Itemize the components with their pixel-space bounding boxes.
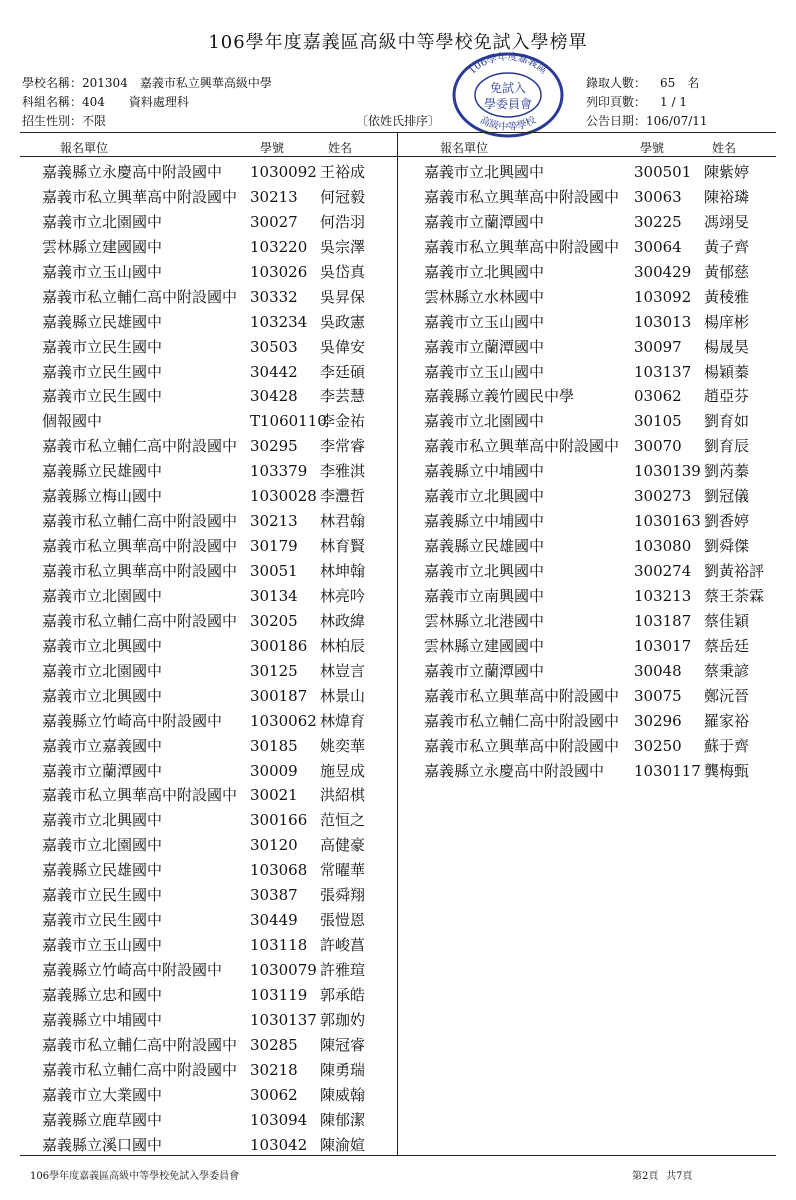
table-row xyxy=(0,983,398,1008)
school-unit: 嘉義市立南興國中 xyxy=(424,586,545,605)
footer-committee: 106學年度嘉義區高級中等學校免試入學委員會 xyxy=(30,1171,240,1182)
school-unit: 嘉義市私立輔仁高中附設國中 xyxy=(42,611,238,630)
table-row xyxy=(398,709,796,734)
student-id: 30027 xyxy=(250,212,298,231)
student-id: 103213 xyxy=(634,586,692,605)
school-unit: 嘉義市立北興國中 xyxy=(424,262,545,281)
school-unit: 嘉義市立北興國中 xyxy=(42,686,163,705)
school-unit: 嘉義市私立興華高中附設國中 xyxy=(424,736,620,755)
student-id: 30387 xyxy=(250,886,298,905)
student-id: 30051 xyxy=(250,562,298,580)
school-unit: 嘉義市立北興國中 xyxy=(42,811,163,830)
table-row xyxy=(0,160,398,185)
student-name: 林育賢 xyxy=(320,537,366,556)
right-col-id-header: 學號 xyxy=(640,141,665,155)
school-unit: 嘉義市私立輔仁高中附設國中 xyxy=(42,287,238,306)
school-unit: 嘉義市立玉山國中 xyxy=(424,312,545,331)
student-id: 1030117 xyxy=(634,761,701,780)
student-name: 王裕成 xyxy=(320,163,366,181)
table-row xyxy=(398,509,796,534)
student-name: 鄭沅晉 xyxy=(704,686,750,705)
school-unit: 雲林縣立北港國中 xyxy=(424,611,545,630)
student-name: 高健豪 xyxy=(320,836,366,855)
student-name: 陳渝媗 xyxy=(320,1135,366,1154)
student-name: 林政緯 xyxy=(320,611,366,630)
student-name: 洪紹棋 xyxy=(320,786,366,805)
school-unit: 嘉義市立玉山國中 xyxy=(424,362,545,381)
student-name: 劉芮蓁 xyxy=(704,462,750,481)
table-row xyxy=(0,534,398,559)
table-row xyxy=(0,1083,398,1108)
footer-total: 共7頁 xyxy=(666,1171,693,1182)
student-name: 郭承皓 xyxy=(320,985,366,1004)
table-row xyxy=(398,659,796,684)
school-unit: 雲林縣立建國國中 xyxy=(424,636,545,655)
school-unit: 嘉義市私立輔仁高中附設國中 xyxy=(42,512,238,531)
student-name: 黃稜雅 xyxy=(704,287,750,306)
school-unit: 嘉義縣立鹿草國中 xyxy=(42,1110,163,1129)
table-row xyxy=(0,360,398,385)
school-line xyxy=(22,74,272,91)
student-id: 300501 xyxy=(634,163,692,181)
student-name: 李灃哲 xyxy=(320,487,366,506)
student-name: 李常睿 xyxy=(320,437,366,456)
student-id: 30225 xyxy=(634,212,682,231)
student-id: 103137 xyxy=(634,362,692,381)
school-unit: 雲林縣立水林國中 xyxy=(424,287,545,306)
student-id: 30070 xyxy=(634,437,682,456)
student-name: 龔梅甄 xyxy=(704,761,750,780)
admit-line xyxy=(586,74,699,91)
student-id: 30428 xyxy=(250,387,298,406)
student-id: 1030062 xyxy=(250,711,317,730)
school-unit: 嘉義市私立興華高中附設國中 xyxy=(42,562,238,580)
table-row xyxy=(0,783,398,808)
school-unit: 嘉義市立玉山國中 xyxy=(42,936,163,955)
student-name: 劉育辰 xyxy=(704,437,750,456)
seal-lower-text: 學委員會 xyxy=(483,97,533,111)
school-unit: 嘉義縣立民雄國中 xyxy=(42,861,163,880)
table-row xyxy=(0,384,398,409)
table-row xyxy=(398,384,796,409)
table-row xyxy=(0,584,398,609)
table-row xyxy=(0,210,398,235)
table-row xyxy=(0,684,398,709)
student-name: 劉黃裕評 xyxy=(704,562,765,580)
school-label: 學校名稱： xyxy=(22,76,83,90)
student-id: 300429 xyxy=(634,262,692,281)
table-row xyxy=(0,235,398,260)
dept-value: 404 資料處理科 xyxy=(82,95,189,109)
table-row xyxy=(398,260,796,285)
table-row xyxy=(0,409,398,434)
student-id: 30021 xyxy=(250,786,298,805)
school-unit: 嘉義縣立中埔國中 xyxy=(424,462,545,481)
student-name: 施昱成 xyxy=(320,761,366,780)
student-id: 103017 xyxy=(634,636,692,655)
student-name: 吳偉安 xyxy=(320,337,366,356)
student-id: 103013 xyxy=(634,312,692,331)
student-id: 30097 xyxy=(634,337,682,356)
right-admission-list xyxy=(398,160,796,783)
school-unit: 嘉義市立民生國中 xyxy=(42,362,163,381)
table-row xyxy=(0,833,398,858)
table-row xyxy=(398,534,796,559)
student-id: 30205 xyxy=(250,611,298,630)
table-row xyxy=(0,185,398,210)
school-unit: 嘉義市立蘭潭國中 xyxy=(42,761,163,780)
table-row xyxy=(0,1033,398,1058)
student-id: 300186 xyxy=(250,636,308,655)
school-unit: 嘉義市私立興華高中附設國中 xyxy=(424,187,620,206)
table-row xyxy=(0,659,398,684)
gender-line xyxy=(22,112,106,129)
date-line xyxy=(586,112,708,129)
student-name: 吳岱真 xyxy=(320,262,366,281)
student-name: 楊庠彬 xyxy=(704,312,750,331)
table-row xyxy=(398,609,796,634)
student-name: 劉育如 xyxy=(704,412,750,431)
student-id: 103026 xyxy=(250,262,308,281)
gender-label: 招生性別： xyxy=(22,114,83,128)
school-unit: 嘉義市私立興華高中附設國中 xyxy=(42,786,238,805)
school-unit: 嘉義市立民生國中 xyxy=(42,337,163,356)
student-id: 30503 xyxy=(250,337,298,356)
student-name: 陳威翰 xyxy=(320,1085,366,1104)
student-id: 300273 xyxy=(634,487,692,506)
header-rule-top xyxy=(20,132,776,133)
student-id: 30105 xyxy=(634,412,682,431)
svg-text:高級中等學校 xyxy=(478,113,539,134)
school-unit: 嘉義縣立竹崎高中附設國中 xyxy=(42,711,223,730)
seal-top-text: 106學年度嘉義區 xyxy=(466,52,550,77)
school-unit: 嘉義市私立興華高中附設國中 xyxy=(42,187,238,206)
pages-label: 列印頁數： xyxy=(586,95,647,109)
student-name: 蔡秉諺 xyxy=(704,661,750,680)
student-id: 300274 xyxy=(634,562,692,580)
school-unit: 嘉義縣立中埔國中 xyxy=(42,1010,163,1029)
student-id: 30064 xyxy=(634,237,682,256)
student-name: 常曜華 xyxy=(320,861,366,880)
student-name: 黃子齊 xyxy=(704,237,750,256)
table-row xyxy=(0,634,398,659)
school-unit: 嘉義市私立興華高中附設國中 xyxy=(424,437,620,456)
table-row xyxy=(398,360,796,385)
school-unit: 嘉義市私立輔仁高中附設國中 xyxy=(42,437,238,456)
student-name: 劉舜傑 xyxy=(704,537,750,556)
admit-label: 錄取人數： xyxy=(586,76,647,90)
school-unit: 嘉義市立北園國中 xyxy=(42,836,163,855)
table-row xyxy=(398,484,796,509)
school-unit: 嘉義市立蘭潭國中 xyxy=(424,661,545,680)
school-unit: 嘉義縣立中埔國中 xyxy=(424,512,545,531)
student-id: 1030139 xyxy=(634,462,701,481)
school-unit: 嘉義市立玉山國中 xyxy=(42,262,163,281)
right-col-name-header: 姓名 xyxy=(712,141,737,155)
student-name: 趙亞芬 xyxy=(704,387,750,406)
school-unit: 嘉義縣立義竹國民中學 xyxy=(424,387,575,406)
student-id: 30218 xyxy=(250,1060,298,1079)
school-unit: 嘉義市立民生國中 xyxy=(42,886,163,905)
school-unit: 嘉義市私立輔仁高中附設國中 xyxy=(42,1060,238,1079)
student-id: 30179 xyxy=(250,537,298,556)
student-id: 30250 xyxy=(634,736,682,755)
footer-page: 第2頁 xyxy=(632,1171,659,1182)
student-id: 30285 xyxy=(250,1035,298,1054)
school-unit: 嘉義縣立永慶高中附設國中 xyxy=(42,163,223,181)
pages-value: 1 / 1 xyxy=(660,95,687,109)
student-name: 張愷恩 xyxy=(320,911,366,930)
student-name: 蔡王荼霖 xyxy=(704,586,765,605)
table-row xyxy=(0,609,398,634)
dept-line xyxy=(22,93,189,110)
school-unit: 嘉義縣立竹崎高中附設國中 xyxy=(42,961,223,979)
table-row xyxy=(398,434,796,459)
student-name: 楊穎蓁 xyxy=(704,362,750,381)
header-rule-bottom xyxy=(20,156,776,157)
left-admission-list xyxy=(0,160,398,1158)
table-row xyxy=(0,260,398,285)
table-row xyxy=(398,310,796,335)
school-unit: 嘉義市立蘭潭國中 xyxy=(424,212,545,231)
student-id: 103118 xyxy=(250,936,308,955)
student-id: 30009 xyxy=(250,761,298,780)
student-id: 103119 xyxy=(250,985,308,1004)
school-unit: 嘉義市立北園國中 xyxy=(42,212,163,231)
table-row xyxy=(398,285,796,310)
school-unit: 嘉義縣立民雄國中 xyxy=(42,462,163,481)
school-unit: 嘉義市立嘉義國中 xyxy=(42,736,163,755)
student-id: 30213 xyxy=(250,187,298,206)
table-row xyxy=(0,858,398,883)
table-row xyxy=(398,759,796,784)
student-id: 30449 xyxy=(250,911,298,930)
student-id: 30134 xyxy=(250,586,298,605)
school-unit: 嘉義市私立興華高中附設國中 xyxy=(424,237,620,256)
table-row xyxy=(0,434,398,459)
table-row xyxy=(0,1133,398,1158)
student-id: 103092 xyxy=(634,287,692,306)
table-row xyxy=(0,958,398,983)
student-name: 林坤翰 xyxy=(320,562,366,580)
table-row xyxy=(0,759,398,784)
student-name: 吳政憲 xyxy=(320,312,366,331)
student-id: 1030092 xyxy=(250,163,317,181)
student-id: 103379 xyxy=(250,462,308,481)
school-unit: 嘉義市私立輔仁高中附設國中 xyxy=(424,711,620,730)
student-name: 李芸慧 xyxy=(320,387,366,406)
student-name: 張舜翔 xyxy=(320,886,366,905)
student-name: 羅家裕 xyxy=(704,711,750,730)
student-name: 蘇于齊 xyxy=(704,736,750,755)
student-id: T1060110 xyxy=(250,412,327,431)
school-unit: 嘉義縣立民雄國中 xyxy=(42,312,163,331)
seal-bottom-text: 高級中等學校 xyxy=(478,114,538,134)
school-unit: 嘉義縣立永慶高中附設國中 xyxy=(424,761,605,780)
table-row xyxy=(0,559,398,584)
student-id: 30442 xyxy=(250,362,298,381)
table-row xyxy=(0,808,398,833)
school-unit: 嘉義市立北興國中 xyxy=(42,636,163,655)
student-name: 姚奕華 xyxy=(320,736,366,755)
student-name: 蔡岳廷 xyxy=(704,636,750,655)
school-unit: 嘉義市立北園國中 xyxy=(424,412,545,431)
student-name: 陳勇瑞 xyxy=(320,1060,366,1079)
school-unit: 嘉義市私立興華高中附設國中 xyxy=(424,686,620,705)
student-name: 李廷碩 xyxy=(320,362,366,381)
student-name: 陳郁潔 xyxy=(320,1110,366,1129)
date-value: 106/07/11 xyxy=(646,114,708,128)
committee-seal-icon xyxy=(452,52,564,138)
student-name: 黃郁慈 xyxy=(704,262,750,281)
pages-line xyxy=(586,93,687,110)
student-id: 103068 xyxy=(250,861,308,880)
school-unit: 嘉義市立北興國中 xyxy=(424,487,545,506)
student-id: 300187 xyxy=(250,686,308,705)
table-row xyxy=(398,409,796,434)
school-unit: 嘉義縣立溪口國中 xyxy=(42,1135,163,1154)
student-name: 林柏辰 xyxy=(320,636,366,655)
student-id: 103234 xyxy=(250,312,308,331)
school-unit: 嘉義市私立興華高中附設國中 xyxy=(42,537,238,556)
school-unit: 嘉義市立北興國中 xyxy=(424,562,545,580)
school-unit: 嘉義市立大業國中 xyxy=(42,1085,163,1104)
school-unit: 嘉義縣立民雄國中 xyxy=(424,537,545,556)
student-name: 何冠毅 xyxy=(320,187,366,206)
table-row xyxy=(398,734,796,759)
student-name: 吳宗澤 xyxy=(320,237,366,256)
student-id: 30296 xyxy=(634,711,682,730)
table-row xyxy=(0,1058,398,1083)
school-unit: 嘉義縣立梅山國中 xyxy=(42,487,163,506)
school-unit: 嘉義市立北園國中 xyxy=(42,661,163,680)
student-id: 30125 xyxy=(250,661,298,680)
right-col-unit-header: 報名單位 xyxy=(440,141,489,155)
table-row xyxy=(398,684,796,709)
table-row xyxy=(398,210,796,235)
student-id: 30063 xyxy=(634,187,682,206)
school-value: 201304 嘉義市私立興華高級中學 xyxy=(82,76,272,90)
sort-note: 〔依姓氏排序〕 xyxy=(356,114,441,128)
table-row xyxy=(0,310,398,335)
student-name: 蔡佳穎 xyxy=(704,611,750,630)
school-unit: 雲林縣立建國國中 xyxy=(42,237,163,256)
page-title: 106學年度嘉義區高級中等學校免試入學榜單 xyxy=(208,32,588,53)
school-unit: 嘉義市立民生國中 xyxy=(42,387,163,406)
table-row xyxy=(0,509,398,534)
student-id: 1030137 xyxy=(250,1010,317,1029)
student-name: 許峻菖 xyxy=(320,936,366,955)
student-name: 林景山 xyxy=(320,686,366,705)
student-name: 何浩羽 xyxy=(320,212,366,231)
table-row xyxy=(0,709,398,734)
student-id: 103220 xyxy=(250,237,308,256)
student-id: 1030079 xyxy=(250,961,317,979)
student-name: 郭珈妁 xyxy=(320,1010,366,1029)
table-row xyxy=(0,484,398,509)
table-row xyxy=(398,584,796,609)
table-row xyxy=(0,1108,398,1133)
student-id: 1030028 xyxy=(250,487,317,506)
student-id: 30048 xyxy=(634,661,682,680)
student-name: 馮翊旻 xyxy=(704,212,750,231)
table-row xyxy=(0,933,398,958)
student-id: 03062 xyxy=(634,387,682,406)
table-row xyxy=(0,1008,398,1033)
student-name: 林豈言 xyxy=(320,661,366,680)
table-row xyxy=(398,160,796,185)
student-id: 1030163 xyxy=(634,512,701,531)
table-row xyxy=(0,459,398,484)
student-name: 林煒育 xyxy=(320,711,366,730)
student-id: 30062 xyxy=(250,1085,298,1104)
school-unit: 嘉義市私立輔仁高中附設國中 xyxy=(42,1035,238,1054)
student-name: 林亮吟 xyxy=(320,586,366,605)
table-row xyxy=(0,908,398,933)
student-id: 30075 xyxy=(634,686,682,705)
student-name: 楊晟昊 xyxy=(704,337,750,356)
school-unit: 嘉義市立北興國中 xyxy=(424,163,545,181)
student-name: 李金祐 xyxy=(320,412,366,431)
table-row xyxy=(398,559,796,584)
dept-label: 科組名稱： xyxy=(22,95,83,109)
student-name: 陳紫婷 xyxy=(704,163,750,181)
table-row xyxy=(398,634,796,659)
table-row xyxy=(0,734,398,759)
seal-middle-text: 免試入 xyxy=(489,81,527,95)
school-unit: 嘉義縣立忠和國中 xyxy=(42,985,163,1004)
student-id: 103094 xyxy=(250,1110,308,1129)
student-name: 劉香婷 xyxy=(704,512,750,531)
student-id: 103080 xyxy=(634,537,692,556)
student-id: 30213 xyxy=(250,512,298,531)
gender-value: 不限 xyxy=(82,114,107,128)
school-unit: 個報國中 xyxy=(42,412,103,431)
student-id: 30332 xyxy=(250,287,298,306)
left-col-id-header: 學號 xyxy=(260,141,285,155)
table-row xyxy=(0,285,398,310)
left-col-unit-header: 報名單位 xyxy=(60,141,109,155)
table-row xyxy=(398,185,796,210)
student-name: 范恒之 xyxy=(320,811,366,830)
school-unit: 嘉義市立民生國中 xyxy=(42,911,163,930)
student-name: 林君翰 xyxy=(320,512,366,531)
student-name: 陳冠睿 xyxy=(320,1035,366,1054)
student-name: 吳昇保 xyxy=(320,287,366,306)
table-row xyxy=(398,459,796,484)
table-row xyxy=(398,335,796,360)
school-unit: 嘉義市立蘭潭國中 xyxy=(424,337,545,356)
student-name: 許雅瑄 xyxy=(320,961,366,979)
student-id: 30185 xyxy=(250,736,298,755)
student-id: 300166 xyxy=(250,811,308,830)
table-row xyxy=(0,335,398,360)
table-row xyxy=(398,235,796,260)
student-name: 陳裕璘 xyxy=(704,187,750,206)
admit-value: 65 名 xyxy=(660,76,700,90)
student-name: 劉冠儀 xyxy=(704,487,750,506)
student-name: 李雅淇 xyxy=(320,462,366,481)
school-unit: 嘉義市立北園國中 xyxy=(42,586,163,605)
date-label: 公告日期： xyxy=(586,114,647,128)
student-id: 30295 xyxy=(250,437,298,456)
table-row xyxy=(0,883,398,908)
student-id: 103042 xyxy=(250,1135,308,1154)
left-col-name-header: 姓名 xyxy=(328,141,353,155)
student-id: 30120 xyxy=(250,836,298,855)
student-id: 103187 xyxy=(634,611,692,630)
